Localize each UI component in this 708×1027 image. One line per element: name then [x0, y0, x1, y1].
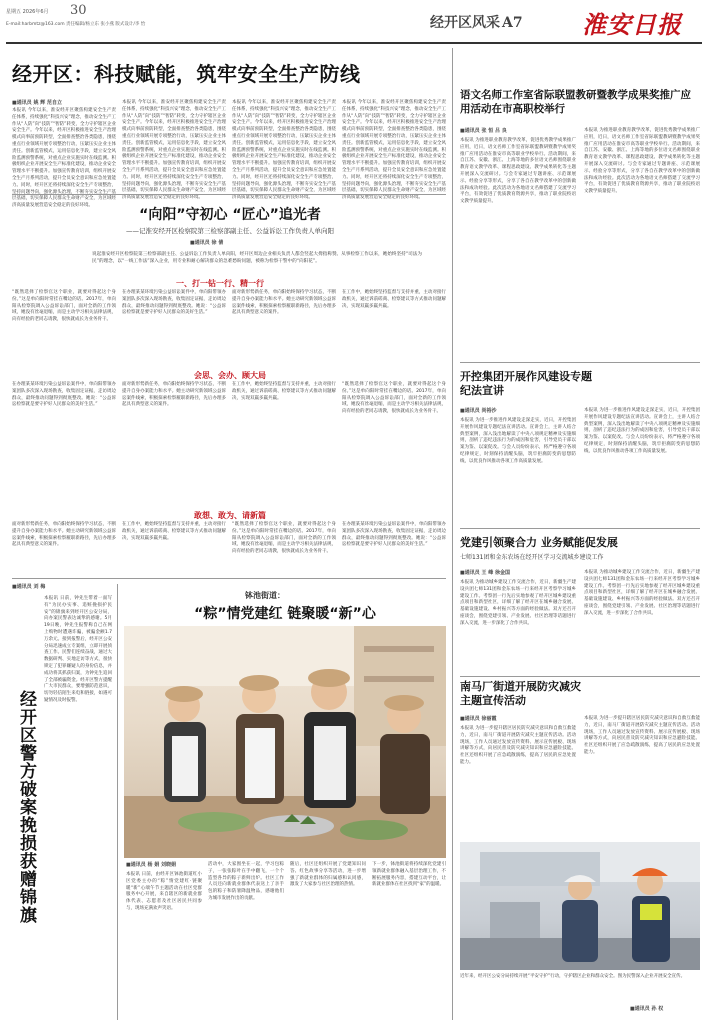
right3-byline: ■通讯员 王 峰 徐金国 — [460, 570, 510, 576]
right2-headline: 开控集团开展作风建设专题纪法宣讲 — [460, 370, 592, 397]
right3-col1: 本报讯 为推动城乡建设工作交流合作，近日，新疆生产建设兵团七师131团和金东农场一行来经开区考察学习城乡建设工作。考察团一行先后实地参观了经开区城乡建设重点项目和新型社区，详细了解了经开区在城乡融合发展、基础设施建设、乡村振兴等方面的经验做法。双方还召开座谈会，围绕党建引领、产业发展、社区治理等话题进行深入交流，进一步深化了合作共识。 — [460, 580, 576, 626]
story2-headline: 经开区警方破案挽损获赠锦旗 — [16, 690, 36, 924]
section-title — [430, 12, 523, 32]
feature-col4-b: “既然选择了检察官这个职业，就要对得起这个身份。”这是单向阳时常挂在嘴边的话。2017年，单向阳从检察院调入公益诉讼部门，面对全新的工作领域，她没有丝毫退缩，而是主动学习相关法律法规，向有经验的老同志请教，很快就成长为业务骨干。 — [342, 382, 446, 415]
lead-body-col1: 本报讯 今年以来，淮安经开区聚焦构建安全生产责任体系，持续强化“科技兴安”理念，推动安全生产工作从“人防”向“技防”“智防”转变，全力守护辖区企业安全生产。今年以来，经开区积极推进安全生产治理模式向事前预防转型，全面排查整治各类隐患，围绕重点行业领域开展专项整治行动，压紧压实企业主体责任。创新监管模式，运用信息化手段，建立安全风险监测预警系统，对重点企业实施实时在线监测。积极组织企业开展安全生产标准化建设，推动企业安全管理水平不断提升。加强宣传教育培训，组织开展安全生产月系列活动，提升全员安全意识和应急处置能力。同时，经开区还将持续深化安全生产专项整治，坚持问题导向，强化源头治理，不断夯实安全生产基层基础，切实保障人民群众生命财产安全，为区域经济高质量发展营造安全稳定的良好环境。 — [12, 108, 116, 209]
feature-col2-a: 在办理某某环境污染公益诉讼案件中，单向阳带领办案团队多次深入现场勘查，收集固定证据，走访周边群众，最终推动问题得到彻底整改。她说：“公益诉讼检察就是要守护好人民群众的美好生活。” — [122, 290, 226, 316]
right2-col2: 本报讯 为进一步推进作风建设走深走实，近日，开控集团开展作风建设专题纪法宣讲活动。宣讲会上，主讲人结合典型案例，深入浅出地解读了中央八项规定精神及实施细则，剖析了违纪违法行为的成因和危害，引导党员干部以案为鉴、以案促改。与会人员纷纷表示，将严格遵守各项纪律规定，时刻保持清醒头脑，筑牢拒腐防变的思想防线，以优良作风推动各项工作高质量发展。 — [584, 408, 700, 454]
feature-col3-b: 在工作中，她始终坚持监督与支持并重，主动对接行政机关，通过诉前磋商、检察建议等方式推动问题解决，实现双赢多赢共赢。 — [232, 382, 336, 401]
right4-col1: 本报讯 为进一步提升辖区居民防灾减灾意识和自救互救能力，近日，南马厂街道开展防灾减灾主题宣传活动。活动现场，工作人员通过发放宣传资料、展示宣传展板、现场讲解等方式，向居民普及防灾减灾知识和应急避险技能。社区还组织开展了应急疏散演练，提高了居民的应急处置能力。 — [460, 726, 576, 765]
right-column-divider — [452, 48, 453, 1020]
photo-story-col2: 活动中，大家围坐在一起，学习包粽子，一张张粽叶在手中翻飞，一个个造型各异的粽子新鲜出炉。社区工作人员还向新就业群体代表送上了亲手包的粽子和防暑降温物品，感谢他们为城市发展作出的贡献。 — [208, 862, 284, 901]
photo-story-col1: 本报讯 日前，由经开区钵池街道红小区党委主办的“粽”情党建红·链聚暖“新”心端午节主题活动在社区党群服务中心开展，来自辖区的新就业群体代表、志愿者及社区居民共同参与，现场充满欢声笑语。 — [126, 872, 202, 911]
feature-subtitle-1: 一、打一钻一行、精一行 — [176, 279, 264, 288]
feature-col3-c: “既然选择了检察官这个职业，就要对得起这个身份。”这是单向阳时常挂在嘴边的话。2017年，单向阳从检察院调入公益诉讼部门，面对全新的工作领域，她没有丝毫退缩，而是主动学习相关法律法规，向有经验的老同志请教，很快就成长为业务骨干。 — [232, 522, 336, 555]
feature-col2-c: 在工作中，她始终坚持监督与支持并重，主动对接行政机关，通过诉前磋商、检察建议等方式推动问题解决，实现双赢多赢共赢。 — [122, 522, 226, 541]
right2-col1: 本报讯 为进一步推进作风建设走深走实，近日，开控集团开展作风建设专题纪法宣讲活动。宣讲会上，主讲人结合典型案例，深入浅出地解读了中央八项规定精神及实施细则，剖析了违纪违法行为的成因和危害，引导党员干部以案为鉴、以案促改。与会人员纷纷表示，将严格遵守各项纪律规定，时刻保持清醒头脑，筑牢拒腐防变的思想防线，以优良作风推动各项工作高质量发展。 — [460, 418, 576, 464]
right3-headline: 党建引领聚合力 业务赋能促发展 — [460, 536, 618, 549]
police-photo — [460, 842, 700, 970]
lead-body-col4: 本报讯 今年以来，淮安经开区聚焦构建安全生产责任体系，持续强化“科技兴安”理念，推动安全生产工作从“人防”向“技防”“智防”转变，全力守护辖区企业安全生产。今年以来，经开区积极推进安全生产治理模式向事前预防转型，全面排查整治各类隐患，围绕重点行业领域开展专项整治行动，压紧压实企业主体责任。创新监管模式，运用信息化手段，建立安全风险监测预警系统，对重点企业实施实时在线监测。积极组织企业开展安全生产标准化建设，推动企业安全管理水平不断提升。加强宣传教育培训，组织开展安全生产月系列活动，提升全员安全意识和应急处置能力。同时，经开区还将持续深化安全生产专项整治，坚持问题导向，强化源头治理，不断夯实安全生产基层基础，切实保障人民群众生命财产安全，为区域经济高质量发展营造安全稳定的良好环境。 — [342, 100, 446, 201]
right2-rule — [460, 528, 700, 529]
right1-col1: 本报讯 为推进职业教育教学改革，促进优秀教学成果推广应用，近日，语文名师工作室省际联盟教研暨教学成果奖推广应用活动在淮安市高等职业学校举行。活动期间，来自江苏、安徽、浙江、上海等地的多位语文名师围绕职业教育语文教学改革、课程思政建设、教学成果转化等主题开展深入交流研讨。与会专家通过专题讲座、示范课展示、经验分享等形式，分享了各自在教学改革中的创新做法和成功经验。此次活动为各地语文名师搭建了交流学习平台，有效促进了优质教育资源共享，推动了职业院校语文教学质量提升。 — [460, 138, 576, 205]
page-code: A7 — [502, 15, 523, 31]
date-line: 星期五 2026年6月 — [6, 9, 49, 15]
feature-subtitle-3: 敢想、敢为、请新篇 — [194, 511, 266, 520]
photo-story-headline: “粽”情党建红 链聚暖“新”心 — [194, 606, 376, 622]
lead-byline: ■通讯员 姚 辉 范自立 — [12, 100, 62, 106]
newspaper-logo: 淮安日报 — [582, 10, 682, 39]
masthead-rule — [6, 42, 702, 44]
feature-col1-b: 在办理某某环境污染公益诉讼案件中，单向阳带领办案团队多次深入现场勘查，收集固定证据，走访周边群众，最终推动问题得到彻底整改。她说：“公益诉讼检察就是要守护好人民群众的美好生活。” — [12, 382, 116, 408]
section-name: 经开区风采 — [430, 15, 500, 31]
lead-body-col2: 本报讯 今年以来，淮安经开区聚焦构建安全生产责任体系，持续强化“科技兴安”理念，推动安全生产工作从“人防”向“技防”“智防”转变，全力守护辖区企业安全生产。今年以来，经开区积极推进安全生产治理模式向事前预防转型，全面排查整治各类隐患，围绕重点行业领域开展专项整治行动，压紧压实企业主体责任。创新监管模式，运用信息化手段，建立安全风险监测预警系统，对重点企业实施实时在线监测。积极组织企业开展安全生产标准化建设，推动企业安全管理水平不断提升。加强宣传教育培训，组织开展安全生产月系列活动，提升全员安全意识和应急处置能力。同时，经开区还将持续深化安全生产专项整治，坚持问题导向，强化源头治理，不断夯实安全生产基层基础，切实保障人民群众生命财产安全，为区域经济高质量发展营造安全稳定的良好环境。 — [122, 100, 226, 201]
right4-headline: 南马厂街道开展防灾减灾主题宣传活动 — [460, 680, 581, 707]
police-photo-illustration — [460, 842, 700, 970]
story2-byline: ■通讯员 刘 梅 — [12, 584, 46, 590]
police-photo-caption: 近年来，经开区公安分局持续开展“平安守护”行动，守护辖区企业和群众安全。图为民警深入企业开展安全宣传。 — [460, 974, 686, 979]
photo-story-col3: 随后，社区还组织开展了党建知识问答、红色故事分享等活动，进一步增强了新就业群体的归属感和认同感，激发了大家参与社区治理的热情。 — [290, 862, 366, 888]
right4-byline: ■通讯员 徐丽霞 — [460, 716, 497, 722]
right1-col2: 本报讯 为推进职业教育教学改革，促进优秀教学成果推广应用，近日，语文名师工作室省际联盟教研暨教学成果奖推广应用活动在淮安市高等职业学校举行。活动期间，来自江苏、安徽、浙江、上海等地的多位语文名师围绕职业教育语文教学改革、课程思政建设、教学成果转化等主题开展深入交流研讨。与会专家通过专题讲座、示范课展示、经验分享等形式，分享了各自在教学改革中的创新做法和成功经验。此次活动为各地语文名师搭建了交流学习平台，有效促进了优质教育资源共享，推动了职业院校语文教学质量提升。 — [584, 128, 700, 195]
right3-rule — [460, 676, 700, 677]
right1-rule — [460, 362, 700, 363]
masthead — [0, 0, 708, 42]
police-photo-byline: ■通讯员 孙 权 — [630, 1006, 664, 1012]
feature-byline: ■通讯员 徐 倩 — [190, 240, 224, 246]
photo-story-col4: 下一步，钵池街道将持续深化党建引领新就业群体融入基层治理工作，不断拓展服务内容，搭建互动平台，让新就业群体在社区找到“家”的温暖。 — [372, 862, 446, 888]
story2-body: 本报讯 日前，钟先生带着一面写有“为民办实事、追赃挽损护民安”的锦旗来到经开区公安分局，向办案民警表达诚挚的感谢。5月19日晚，钟先生报警称自己在网上购物时遭遇诈骗，被骗金额1.7万余元。接到报警后，经开区公安分局迅速成立专案组，立即开展侦查工作。民警们连续奋战，通过大数据研判、实地走访等方式，很快锁定了犯罪嫌疑人的身份信息，并成功将其抓获归案，为钟先生追回了全部被骗资金。经开区警方提醒广大市民群众，要增强防范意识，切勿轻信陌生来电和链接，如遇可疑情况及时报警。 — [44, 596, 112, 703]
right3-col2: 本报讯 为推动城乡建设工作交流合作，近日，新疆生产建设兵团七师131团和金东农场一行来经开区考察学习城乡建设工作。考察团一行先后实地参观了经开区城乡建设重点项目和新型社区，详细了解了经开区在城乡融合发展、基础设施建设、乡村振兴等方面的经验做法。双方还召开座谈会，围绕党建引领、产业发展、社区治理等话题进行深入交流，进一步深化了合作共识。 — [584, 570, 700, 616]
right4-col2: 本报讯 为进一步提升辖区居民防灾减灾意识和自救互救能力，近日，南马厂街道开展防灾减灾主题宣传活动。活动现场，工作人员通过发放宣传资料、展示宣传展板、现场讲解等方式，向居民普及防灾减灾知识和应急避险技能。社区还组织开展了应急疏散演练，提高了居民的应急处置能力。 — [584, 716, 700, 755]
feature-subhead: ——记淮安经开区检察院第三检察部副主任、公益诉讼工作负责人单向阳 — [126, 227, 334, 235]
edition-line: E-mail:harbmtz@163.com 责任编辑/杨立东 张小燕 版式设计/李 怡 — [6, 22, 146, 27]
page-number: 30 — [70, 3, 87, 18]
feature-col1-c: 面对新形势新任务，单向阳始终保持学习状态，不断提升自身办案能力和水平。她主动研究新领域公益诉讼案件线索，积极探索检察履职新路径，先后办理多起具有典型意义的案件。 — [12, 522, 116, 548]
story2-divider — [117, 584, 118, 1020]
feature-col1-a: “既然选择了检察官这个职业，就要对得起这个身份。”这是单向阳时常挂在嘴边的话。2017年，单向阳从检察院调入公益诉讼部门，面对全新的工作领域，她没有丝毫退缩，而是主动学习相关法律法规，向有经验的老同志请教，很快就成长为业务骨干。 — [12, 290, 116, 323]
photo-story-byline: ■通讯员 杨 娟 刘晓娟 — [126, 862, 176, 868]
feature-col2-b: 面对新形势新任务，单向阳始终保持学习状态，不断提升自身办案能力和水平。她主动研究新领域公益诉讼案件线索，积极探索检察履职新路径，先后办理多起具有典型意义的案件。 — [122, 382, 226, 408]
feature-rule — [12, 578, 446, 579]
feature-subtitle-2: 会思、会办、顾大局 — [194, 371, 266, 380]
feature-intro: 说起淮安经开区检察院第三检察部副主任、公益诉讼工作负责人单向阳，经开区周边企业相关负责人都会竖起大拇指称赞。从事检察工作以来，她始终坚持“司法为民”的理念，以“一线工作法”深入企业，用专业和耐心解决群众的急难愁盼问题，被称为检察干警中的“向阳花”。 — [92, 252, 422, 264]
right2-byline: ■通讯员 尚裕沙 — [460, 408, 497, 414]
zongzi-photo-illustration — [124, 626, 446, 858]
lead-body-col3: 本报讯 今年以来，淮安经开区聚焦构建安全生产责任体系，持续强化“科技兴安”理念，推动安全生产工作从“人防”向“技防”“智防”转变，全力守护辖区企业安全生产。今年以来，经开区积极推进安全生产治理模式向事前预防转型，全面排查整治各类隐患，围绕重点行业领域开展专项整治行动，压紧压实企业主体责任。创新监管模式，运用信息化手段，建立安全风险监测预警系统，对重点企业实施实时在线监测。积极组织企业开展安全生产标准化建设，推动企业安全管理水平不断提升。加强宣传教育培训，组织开展安全生产月系列活动，提升全员安全意识和应急处置能力。同时，经开区还将持续深化安全生产专项整治，坚持问题导向，强化源头治理，不断夯实安全生产基层基础，切实保障人民群众生命财产安全，为区域经济高质量发展营造安全稳定的良好环境。 — [232, 100, 336, 201]
right3-subhead: 七师131团和金东农场在经开区学习交流城乡建设工作 — [460, 554, 604, 561]
right1-headline: 语文名师工作室省际联盟教研暨教学成果奖推广应用活动在市高职校举行 — [460, 89, 691, 115]
feature-col4-a: 在工作中，她始终坚持监督与支持并重，主动对接行政机关，通过诉前磋商、检察建议等方式推动问题解决，实现双赢多赢共赢。 — [342, 290, 446, 309]
lead-rule — [12, 194, 446, 195]
feature-col3-a: 面对新形势新任务，单向阳始终保持学习状态，不断提升自身办案能力和水平。她主动研究新领域公益诉讼案件线索，积极探索检察履职新路径，先后办理多起具有典型意义的案件。 — [232, 290, 336, 316]
photo-story-kicker: 钵池街道： — [245, 591, 285, 600]
lead-headline: 经开区：科技赋能，筑牢安全生产防线 — [12, 62, 361, 86]
zongzi-photo — [124, 626, 446, 858]
right1-byline: ■通讯员 张 恒 吕 良 — [460, 128, 507, 134]
feature-headline: “向阳”守初心 “匠心”追光者 — [139, 207, 321, 223]
feature-col4-c: 在办理某某环境污染公益诉讼案件中，单向阳带领办案团队多次深入现场勘查，收集固定证据，走访周边群众，最终推动问题得到彻底整改。她说：“公益诉讼检察就是要守护好人民群众的美好生活。” — [342, 522, 446, 548]
